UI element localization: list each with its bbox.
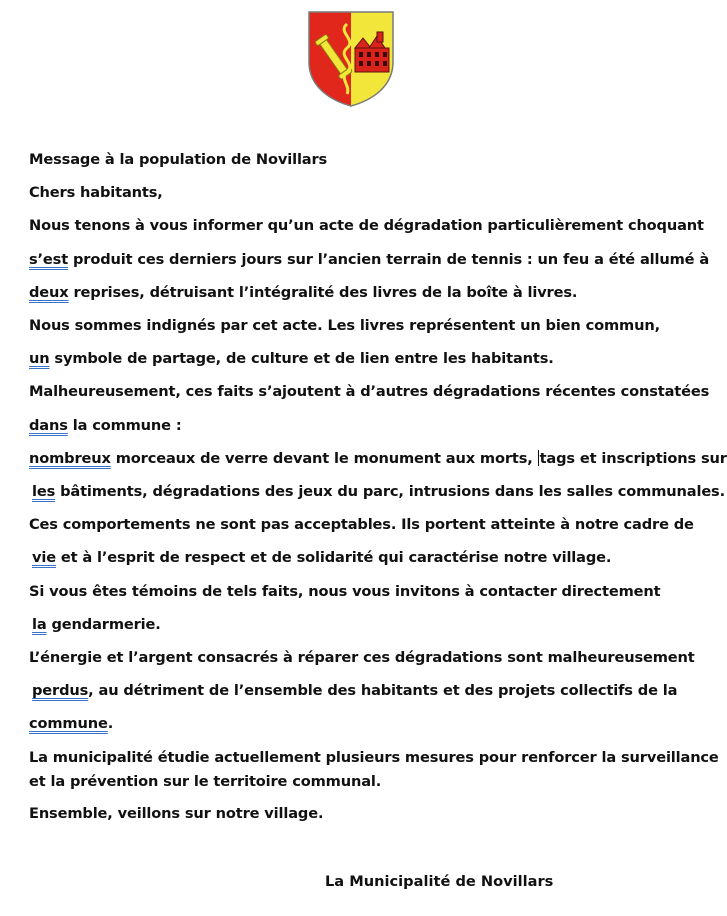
line-text: , au détriment de l’ensemble des habitants et des projets collectifs de la [88,682,678,699]
grammar-flagged-word[interactable]: un [29,350,50,367]
body-line [29,649,695,667]
line-text: tags et inscriptions sur [539,450,727,467]
grammar-flagged-word[interactable]: la [32,616,47,633]
body-line [29,284,577,302]
grammar-flagged-word[interactable]: dans [29,417,68,434]
body-line [29,217,704,235]
line-text: produit ces derniers jours sur l’ancien terrain de tennis : un feu a été allumé à [68,251,710,268]
text-cursor [538,450,539,466]
body-line [32,483,725,501]
signature: La Municipalité de Novillars [325,873,554,890]
body-line [32,616,161,634]
body-line [32,549,611,567]
closing-line [29,805,323,823]
line-text: gendarmerie. [46,616,161,633]
line-text: Ces comportements ne sont pas acceptables. Ils portent atteinte à notre cadre de [29,516,694,533]
line-text: Nous tenons à vous informer qu’un acte de dégradation particulièrement choquant [29,217,704,234]
grammar-flagged-word[interactable]: s’est [29,251,69,268]
line-text: bâtiments, dégradations des jeux du parc, intrusions dans les salles communales. [55,483,725,500]
greeting: Chers habitants, [29,184,163,201]
body-line [32,682,677,700]
body-line [29,383,709,401]
line-text: et à l’esprit de respect et de solidarité qui caractérise notre village. [55,549,612,566]
line-text: Si vous êtes témoins de tels faits, nous vous invitons à contacter directement [29,583,661,600]
grammar-flagged-word[interactable]: commune [29,715,108,732]
grammar-flagged-word[interactable]: nombreux [29,450,111,467]
body-line [29,516,694,534]
line-text: la commune : [67,417,182,434]
letter-title: Message à la population de Novillars [29,151,328,168]
body-line [29,350,554,368]
line-text: Ensemble, veillons sur notre village. [29,805,324,822]
grammar-flagged-word[interactable]: perdus [32,682,89,699]
line-text: reprises, détruisant l’intégralité des livres de la boîte à livres. [68,284,578,301]
body-line [29,773,381,791]
line-text: et la prévention sur le territoire communal. [29,773,382,790]
grammar-flagged-word[interactable]: les [32,483,56,500]
body-line [29,251,709,269]
body-line [29,317,660,335]
grammar-flagged-word[interactable]: vie [32,549,56,566]
grammar-flagged-word[interactable]: deux [29,284,69,301]
line-text: symbole de partage, de culture et de lien entre les habitants. [49,350,554,367]
body-line [29,749,719,767]
line-text: Malheureusement, ces faits s’ajoutent à d’autres dégradations récentes constatées [29,383,710,400]
coat-of-arms-icon [307,10,395,108]
line-text: L’énergie et l’argent consacrés à réparer ces dégradations sont malheureusement [29,649,695,666]
body-line [29,450,727,468]
line-text: . [107,715,114,732]
body-line [29,417,182,435]
line-text: La municipalité étudie actuellement plusieurs mesures pour renforcer la surveillance [29,749,719,766]
body-line [29,715,113,733]
body-line [29,583,660,601]
line-text: morceaux de verre devant le monument aux morts, [110,450,538,467]
line-text: Nous sommes indignés par cet acte. Les livres représentent un bien commun, [29,317,660,334]
